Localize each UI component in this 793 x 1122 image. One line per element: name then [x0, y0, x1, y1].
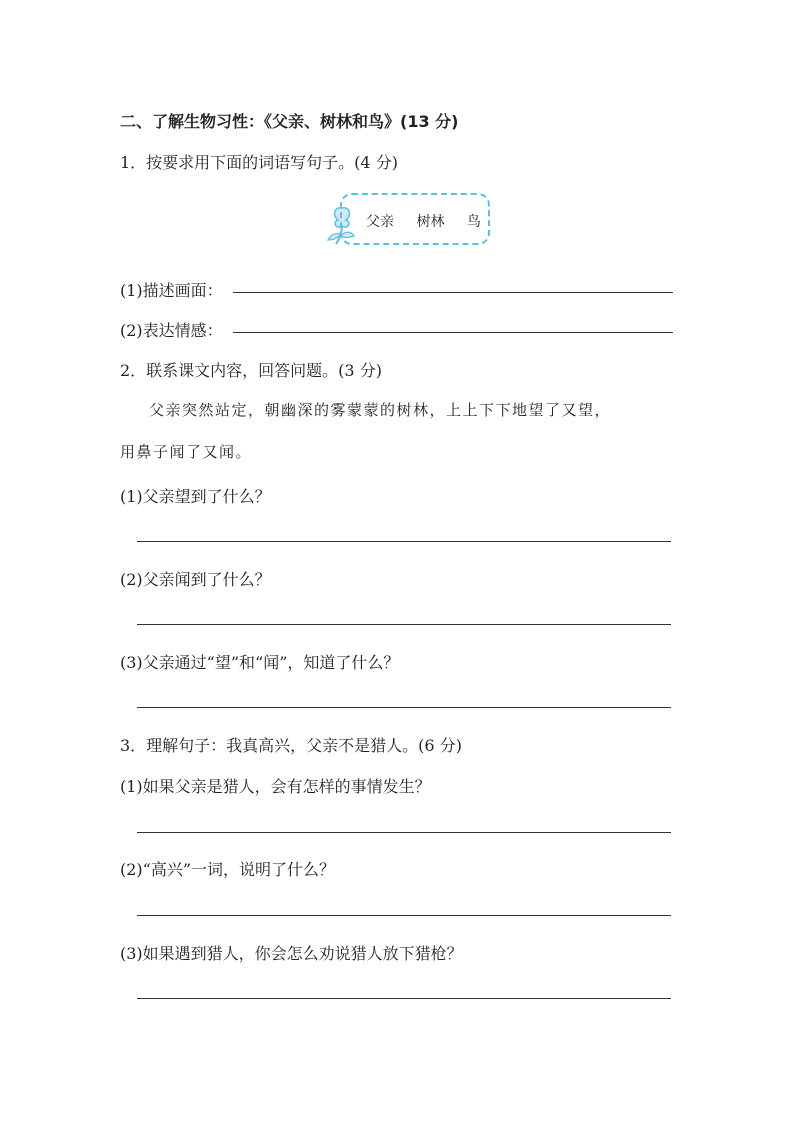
answer-line[interactable]: [137, 998, 671, 999]
answer-line[interactable]: [137, 707, 671, 708]
q1-item-1: (1)描述画面：: [120, 281, 223, 300]
q1-item-2: (2)表达情感：: [120, 321, 223, 340]
answer-line[interactable]: [233, 292, 673, 293]
q3-item-2: (2)“高兴”一词，说明了什么？: [120, 860, 336, 879]
word-item: 树林: [416, 214, 445, 230]
q2-item-1: (1)父亲望到了什么？: [120, 487, 271, 506]
q2-item-2: (2)父亲闻到了什么？: [120, 570, 271, 589]
q3-item-1: (1)如果父亲是猎人，会有怎样的事情发生？: [120, 777, 431, 796]
answer-line[interactable]: [137, 915, 671, 916]
word-list: [366, 211, 499, 231]
passage-line-2: 用鼻子闻了又闻。: [120, 443, 253, 461]
answer-line[interactable]: [137, 832, 671, 833]
question-2-title: 2．联系课文内容，回答问题。(3 分): [120, 361, 382, 380]
word-item: 鸟: [466, 214, 481, 230]
passage-line-1: 父亲突然站定，朝幽深的雾蒙蒙的树林，上上下下地望了又望，: [149, 401, 612, 419]
section-title: 二、了解生物习性：《父亲、树林和鸟》(13 分): [120, 112, 459, 131]
q3-item-3: (3)如果遇到猎人，你会怎么劝说猎人放下猎枪？: [120, 944, 463, 963]
answer-line[interactable]: [137, 541, 671, 542]
answer-line[interactable]: [233, 332, 673, 333]
question-1-title: 1．按要求用下面的词语写句子。(4 分): [120, 153, 398, 172]
word-item: 父亲: [366, 214, 394, 230]
answer-line[interactable]: [137, 624, 671, 625]
q2-item-3: (3)父亲通过“望”和“闻”，知道了什么？: [120, 653, 400, 672]
question-3-title: 3．理解句子：我真高兴，父亲不是猎人。(6 分): [120, 736, 462, 755]
